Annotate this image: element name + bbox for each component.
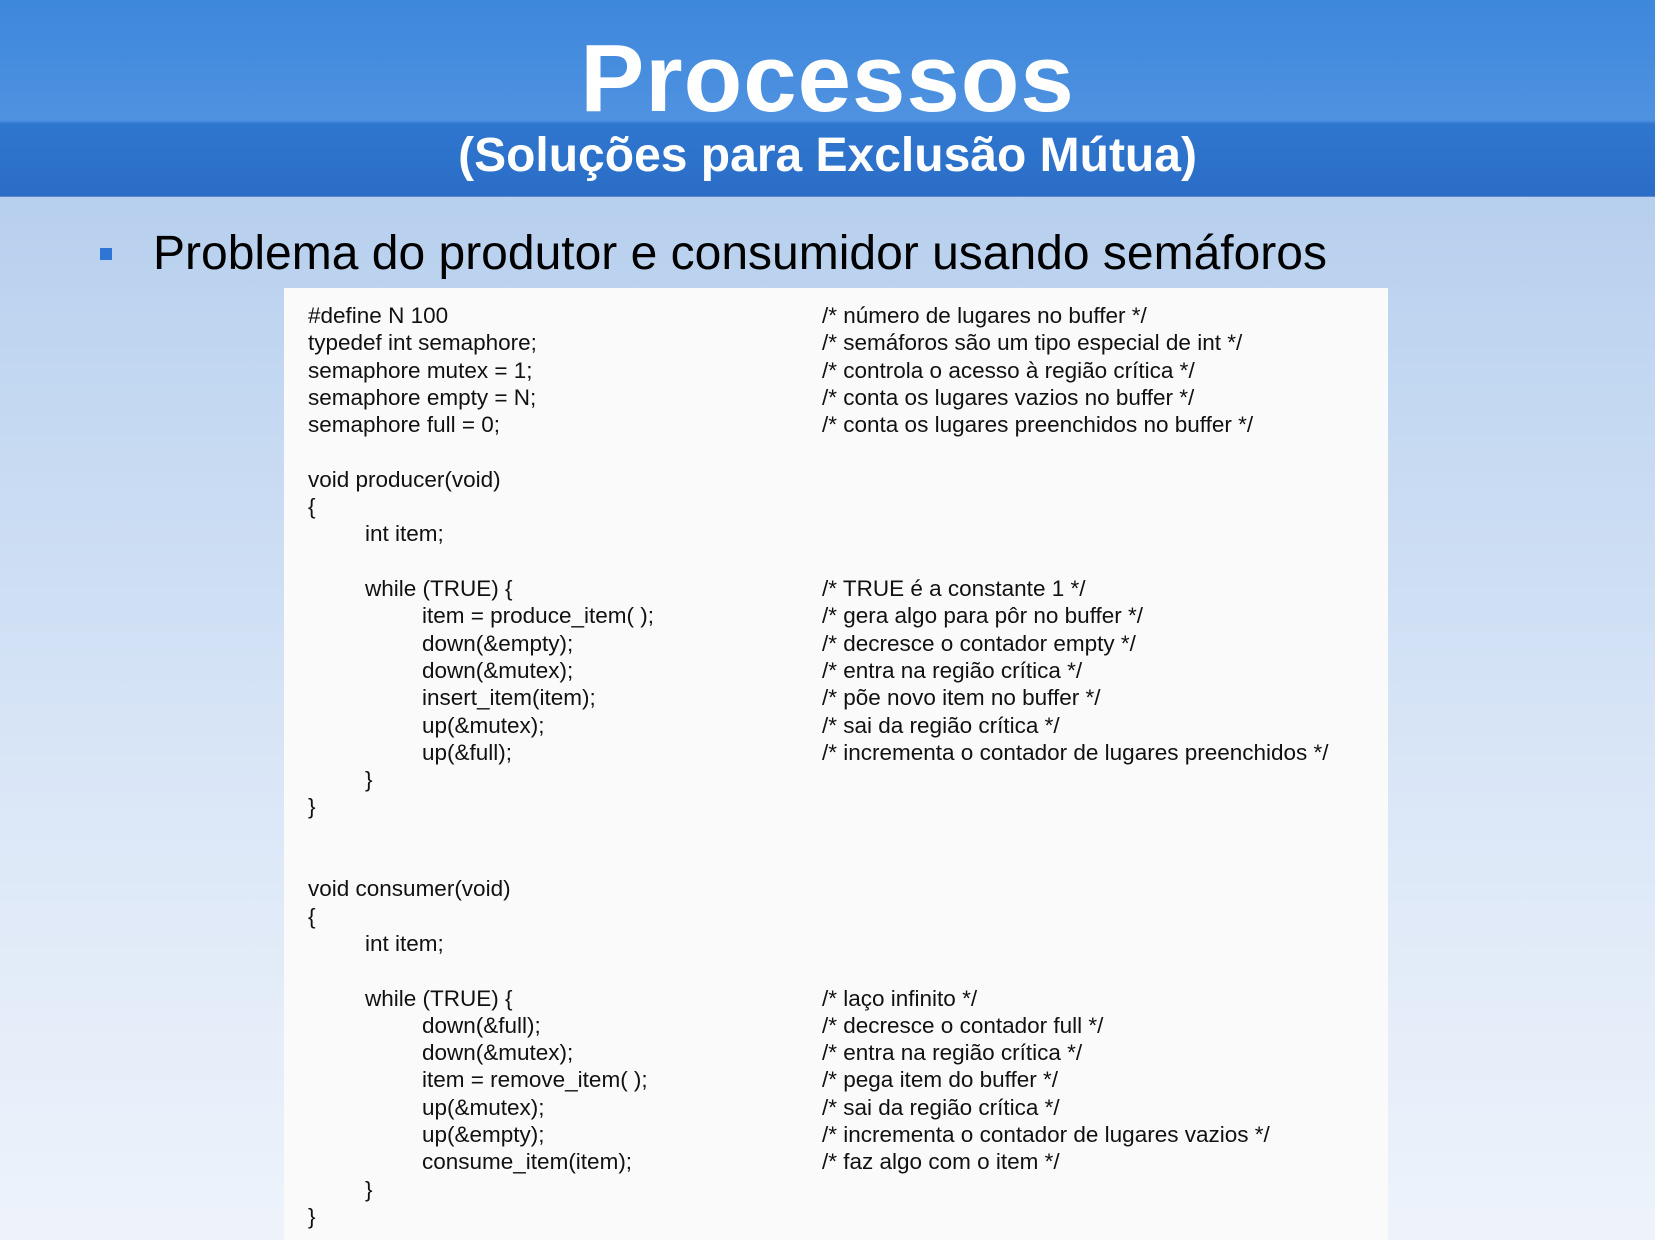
code-line xyxy=(308,1148,1388,1175)
code-statement: consume_item(item); xyxy=(422,1149,633,1175)
code-line xyxy=(308,985,1388,1012)
code-line xyxy=(308,602,1388,629)
code-line xyxy=(308,575,1388,602)
code-statement: up(&empty); xyxy=(422,1122,545,1147)
code-line xyxy=(308,684,1388,711)
bullet-text: Problema do produtor e consumidor usando semáforos xyxy=(153,227,1327,280)
code-comment: /* entra na região crítica */ xyxy=(822,1040,1083,1066)
code-statement: semaphore mutex = 1; xyxy=(308,357,533,383)
code-statement: up(&full); xyxy=(422,739,513,765)
code-comment: /* sai da região crítica */ xyxy=(822,1094,1060,1120)
code-comment: /* gera algo para pôr no buffer */ xyxy=(822,603,1144,629)
code-comment: /* TRUE é a constante 1 */ xyxy=(822,576,1086,601)
code-line xyxy=(308,793,1388,820)
code-statement: down(&empty); xyxy=(422,630,574,656)
code-statement: { xyxy=(308,903,316,929)
code-statement: #define N 100 xyxy=(308,303,449,328)
code-statement: } xyxy=(365,1176,373,1202)
code-statement: insert_item(item); xyxy=(422,685,596,711)
code-line xyxy=(308,1039,1388,1066)
code-comment: /* pega item do buffer */ xyxy=(822,1067,1058,1093)
code-line xyxy=(308,411,1388,438)
code-statement: item = produce_item( ); xyxy=(422,603,654,629)
code-statement: down(&mutex); xyxy=(422,657,574,683)
code-comment: /* laço infinito */ xyxy=(822,985,978,1011)
slide-header xyxy=(0,0,1655,197)
code-comment: /* incrementa o contador de lugares vazios */ xyxy=(822,1122,1270,1147)
code-line xyxy=(308,630,1388,657)
code-statement: } xyxy=(365,767,373,793)
code-line xyxy=(308,930,1388,957)
code-line xyxy=(308,302,1388,329)
code-line xyxy=(308,439,1388,466)
code-comment: /* semáforos são um tipo especial de int */ xyxy=(822,330,1243,356)
code-comment: /* sai da região crítica */ xyxy=(822,712,1060,738)
code-statement: down(&mutex); xyxy=(422,1040,574,1066)
code-comment: /* decresce o contador full */ xyxy=(822,1012,1104,1038)
code-line xyxy=(308,848,1388,875)
code-comment: /* incrementa o contador de lugares preenchidos */ xyxy=(822,739,1329,765)
code-line xyxy=(308,1203,1388,1230)
code-line xyxy=(308,657,1388,684)
code-line xyxy=(308,1121,1388,1148)
code-statement: semaphore empty = N; xyxy=(308,384,537,410)
code-comment: /* decresce o contador empty */ xyxy=(822,630,1136,656)
code-statement: up(&mutex); xyxy=(422,712,545,738)
bullet-square-icon xyxy=(100,248,112,260)
code-statement: down(&full); xyxy=(422,1012,541,1038)
code-statement: int item; xyxy=(365,930,444,956)
code-comment: /* conta os lugares vazios no buffer */ xyxy=(822,384,1195,410)
code-line xyxy=(308,957,1388,984)
code-listing xyxy=(284,288,1388,1240)
code-comment: /* faz algo com o item */ xyxy=(822,1149,1060,1175)
code-line xyxy=(308,493,1388,520)
code-statement: { xyxy=(308,494,316,520)
code-statement: typedef int semaphore; xyxy=(308,330,537,356)
code-line xyxy=(308,1176,1388,1203)
code-statement: while (TRUE) { xyxy=(365,576,513,601)
code-comment: /* põe novo item no buffer */ xyxy=(822,685,1101,711)
code-statement: } xyxy=(308,794,316,820)
code-comment: /* controla o acesso à região crítica */ xyxy=(822,357,1195,383)
slide-title: Processos xyxy=(580,25,1075,132)
code-line xyxy=(308,466,1388,493)
code-line xyxy=(308,548,1388,575)
code-line xyxy=(308,520,1388,547)
code-statement: } xyxy=(308,1203,316,1229)
code-line xyxy=(308,875,1388,902)
code-line xyxy=(308,739,1388,766)
code-statement: void consumer(void) xyxy=(308,876,511,902)
code-line xyxy=(308,712,1388,739)
code-comment: /* entra na região crítica */ xyxy=(822,657,1083,683)
code-line xyxy=(308,384,1388,411)
code-statement: item = remove_item( ); xyxy=(422,1067,648,1093)
code-statement: int item; xyxy=(365,521,444,547)
code-line xyxy=(308,1094,1388,1121)
code-comment: /* número de lugares no buffer */ xyxy=(822,303,1147,328)
code-line xyxy=(308,821,1388,848)
code-line xyxy=(308,357,1388,384)
code-line xyxy=(308,329,1388,356)
code-statement: void producer(void) xyxy=(308,466,501,492)
code-statement: up(&mutex); xyxy=(422,1094,545,1120)
code-line xyxy=(308,766,1388,793)
code-statement: semaphore full = 0; xyxy=(308,412,500,438)
code-comment: /* conta os lugares preenchidos no buffer */ xyxy=(822,412,1254,438)
code-line xyxy=(308,903,1388,930)
code-line xyxy=(308,1012,1388,1039)
code-statement: while (TRUE) { xyxy=(365,985,513,1011)
code-line xyxy=(308,1066,1388,1093)
slide-subtitle: (Soluções para Exclusão Mútua) xyxy=(458,129,1197,182)
